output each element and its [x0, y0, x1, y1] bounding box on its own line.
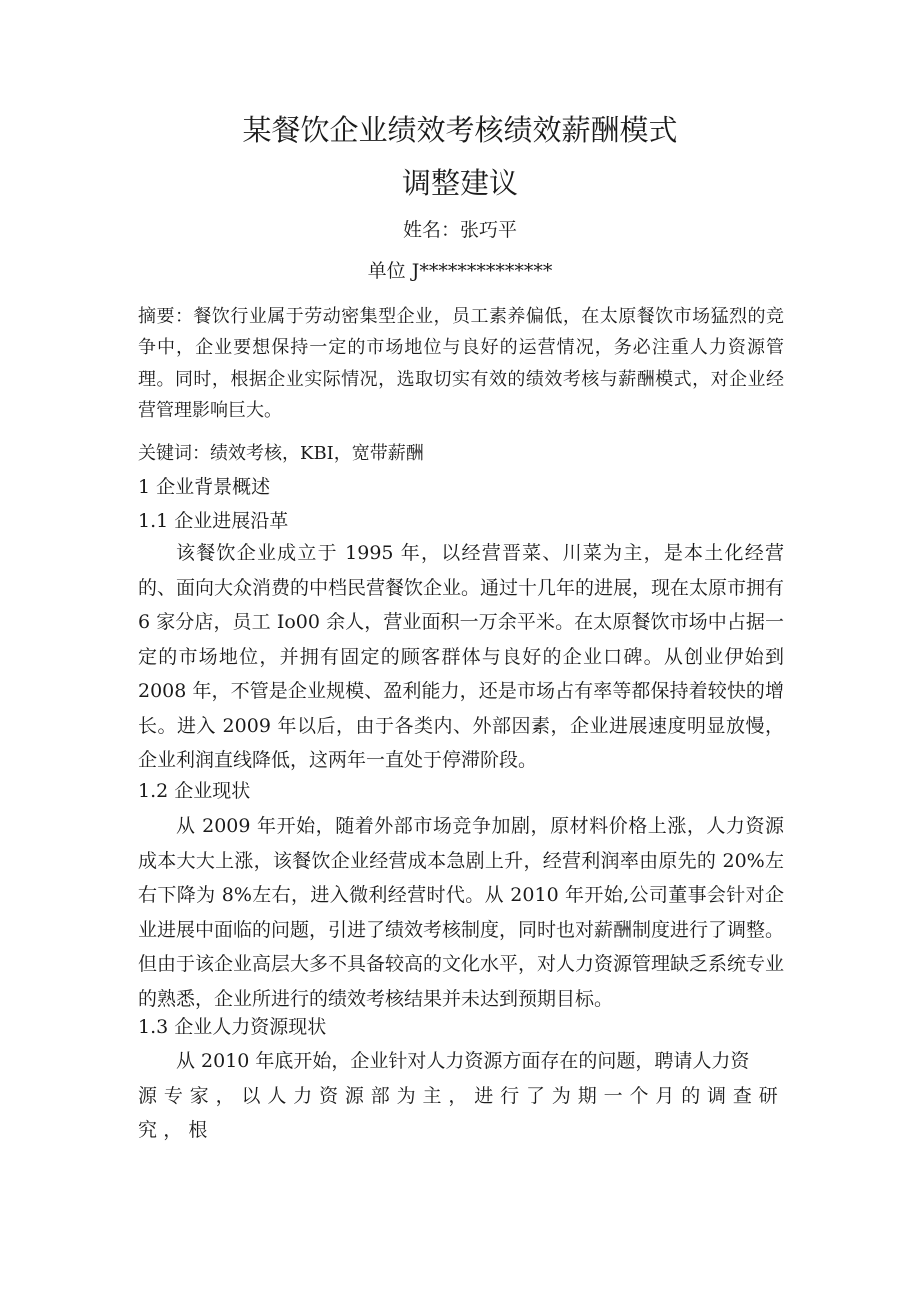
section-1-2-paragraph: 从 2009 年开始，随着外部市场竞争加剧，原材料价格上涨，人力资源成本大大上涨，该餐饮企业经营成本急剧上升，经营利润率由原先的 20%左右下降为 8%左右，进入微利经营时代。从 2010 年开始,公司董事会针对企业进展中面临的问题，引进了绩效考核制度，同时也对薪酬制度进行了调整。但由于该企业高层大多不具备较高的文化水平，对人力资源管理缺乏系统专业的熟悉，企业所进行的绩效考核结果并未达到预期目标。: [138, 815, 785, 1010]
section-1-3-line-2: 源专家，以人力资源部为主，进行了为期一个月的调查研究，根: [138, 1084, 784, 1141]
section-1-3-heading: 1.3 企业人力资源现状: [138, 1016, 327, 1038]
document-title-line-2: 调整建议: [401, 166, 518, 200]
abstract-text: 摘要：餐饮行业属于劳动密集型企业，员工素养偏低，在太原餐饮市场猛烈的竞争中，企业要想保持一定的市场地位与良好的运营情况，务必注重人力资源管理。同时，根据企业实际情况，选取切实有效的绩效考核与薪酬模式，对企业经营管理影响巨大。: [138, 306, 784, 421]
document-title-line-1: 某餐饮企业绩效考核绩效薪酬模式: [242, 113, 678, 147]
section-1-1-paragraph: 该餐饮企业成立于 1995 年，以经营晋菜、川菜为主，是本土化经营的、面向大众消费的中档民营餐饮企业。通过十几年的进展，现在太原市拥有 6 家分店，员工 Io00 余人，营业面积一万余平米。在太原餐饮市场中占据一定的市场地位，并拥有固定的顾客群体与良好的企业口碑。从创业伊始到 2008 年，不管是企业规模、盈利能力，还是市场占有率等都保持着较快的增长。进入 2009 年以后，由于各类内、外部因素，企业进展速度明显放慢，企业利润直线降低，这两年一直处于停滞阶段。: [138, 542, 785, 771]
section-1-2-heading: 1.2 企业现状: [138, 780, 251, 802]
author-name: 姓名：张巧平: [402, 219, 517, 241]
section-1-1-heading: 1.1 企业进展沿革: [138, 510, 289, 532]
keywords-text: 关键词：绩效考核，KBI，宽带薪酬: [138, 443, 424, 464]
section-1-3-line-1: 从 2010 年底开始，企业针对人力资源方面存在的问题，聘请人力资: [176, 1050, 750, 1072]
author-unit: 单位 J**************: [367, 260, 553, 282]
section-1-heading: 1 企业背景概述: [138, 476, 271, 498]
section-1-3-paragraph: [138, 1044, 784, 1148]
